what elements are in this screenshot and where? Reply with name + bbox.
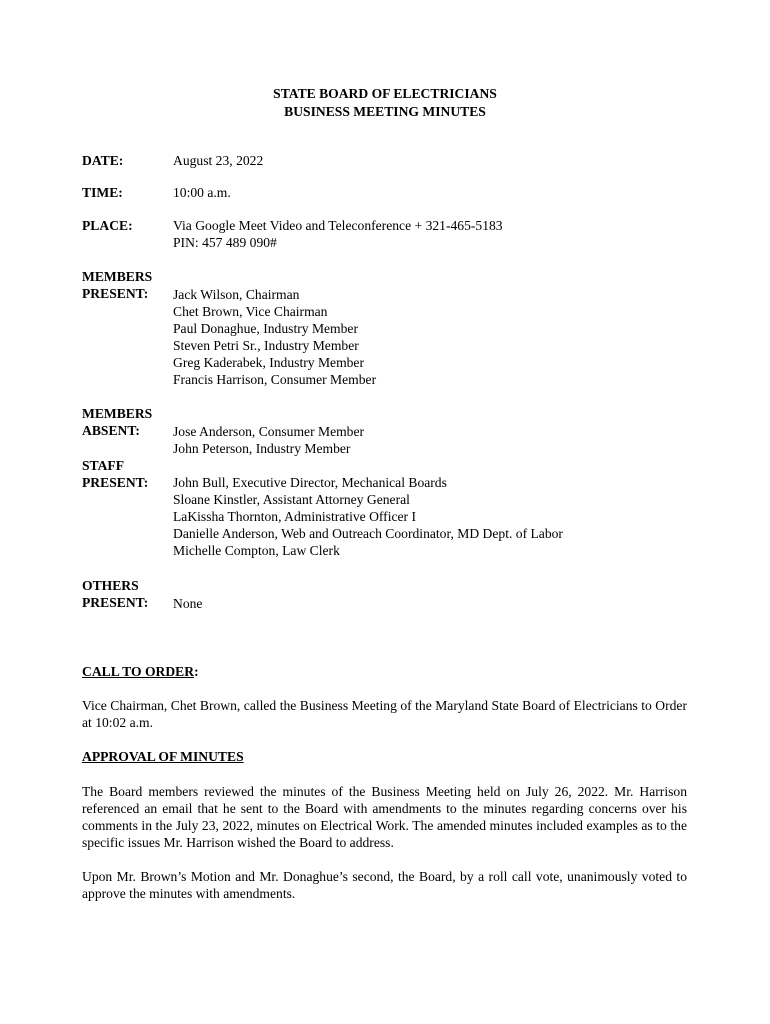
members-absent-list xyxy=(173,423,364,457)
list-item: Paul Donaghue, Industry Member xyxy=(173,321,358,336)
document-title-line2: BUSINESS MEETING MINUTES xyxy=(284,104,486,119)
staff-present-label: STAFF PRESENT: xyxy=(82,458,149,490)
members-absent-label: MEMBERS ABSENT: xyxy=(82,406,153,438)
document-title-line1: STATE BOARD OF ELECTRICIANS xyxy=(273,86,497,101)
list-item: Sloane Kinstler, Assistant Attorney General xyxy=(173,492,410,507)
time-label: TIME: xyxy=(82,185,123,200)
date-value: August 23, 2022 xyxy=(173,153,264,168)
time-value: 10:00 a.m. xyxy=(173,185,231,200)
approval-paragraph-1: The Board members reviewed the minutes of the Business Meeting held on July 26, 2022. Mr. Harrison referenced an email that he sent to the Board with amendments to the minutes regarding concerns over his comments in the July 23, 2022, minutes on Electrical Work. The amended minutes included examples as to the specific issues Mr. Harrison wished the Board to address. xyxy=(82,784,687,850)
place-label: PLACE: xyxy=(82,218,133,233)
list-item: Danielle Anderson, Web and Outreach Coordinator, MD Dept. of Labor xyxy=(173,526,563,541)
others-present-label: OTHERS PRESENT: xyxy=(82,578,149,610)
approval-paragraph-2: Upon Mr. Brown’s Motion and Mr. Donaghue’s second, the Board, by a roll call vote, unanimously voted to approve the minutes with amendments. xyxy=(82,869,687,901)
members-present-label: MEMBERS PRESENT: xyxy=(82,269,153,301)
place-line: Via Google Meet Video and Teleconference + 321-465-5183 xyxy=(173,218,503,233)
call-to-order-paragraph: Vice Chairman, Chet Brown, called the Business Meeting of the Maryland State Board of Electricians to Order at 10:02 a.m. xyxy=(82,698,687,730)
date-label: DATE: xyxy=(82,153,124,168)
list-item: John Bull, Executive Director, Mechanical Boards xyxy=(173,475,447,490)
list-item: Greg Kaderabek, Industry Member xyxy=(173,355,364,370)
list-item: Michelle Compton, Law Clerk xyxy=(173,543,340,558)
members-present-list xyxy=(173,286,376,388)
list-item: Jack Wilson, Chairman xyxy=(173,287,300,302)
call-to-order-heading: CALL TO ORDER: xyxy=(82,664,199,679)
place-line: PIN: 457 489 090# xyxy=(173,235,277,250)
list-item: Steven Petri Sr., Industry Member xyxy=(173,338,359,353)
list-item: Chet Brown, Vice Chairman xyxy=(173,304,328,319)
list-item: Jose Anderson, Consumer Member xyxy=(173,424,365,439)
place-value xyxy=(173,217,503,251)
approval-of-minutes-heading: APPROVAL OF MINUTES xyxy=(82,749,244,764)
list-item: John Peterson, Industry Member xyxy=(173,441,351,456)
list-item: LaKissha Thornton, Administrative Officer I xyxy=(173,509,417,524)
list-item: Francis Harrison, Consumer Member xyxy=(173,372,377,387)
staff-present-list xyxy=(173,474,563,559)
others-present-value: None xyxy=(173,596,203,611)
